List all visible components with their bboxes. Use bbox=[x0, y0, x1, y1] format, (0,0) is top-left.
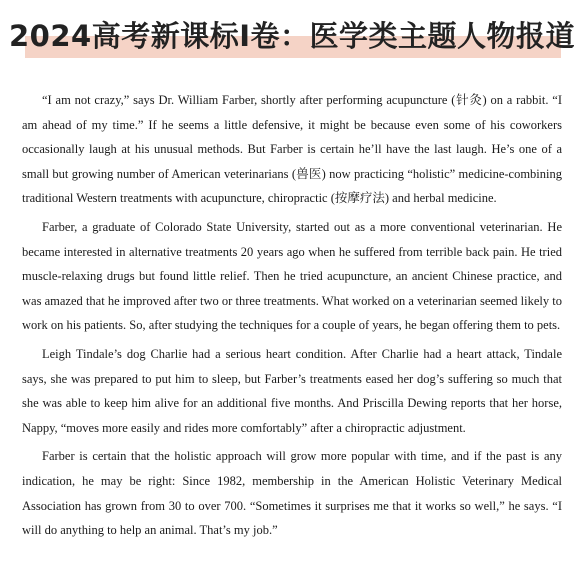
article-body bbox=[22, 88, 562, 547]
article-paragraph-1: “I am not crazy,” says Dr. William Farber, shortly after performing acupuncture (针灸) on a rabbit. “I am ahead of my time.” If he seems a little defensive, it might be because even some of his coworkers occasionally laugh at his unusual methods. But Farber is certain he’ll have the last laugh. He’s one of a small but growing number of American veterinarians (兽医) now practicing “holistic” medicine-combining traditional Western treatments with acupuncture, chiropractic (按摩疗法) and herbal medicine. bbox=[22, 93, 562, 206]
article-paragraph-4: Farber is certain that the holistic approach will grow more popular with time, and if the past is any indication, he may be right: Since 1982, membership in the American Holistic Veterinary Medical Association has grown from 30 to over 700. “Sometimes it surprises me that it works so well,” he says. “I will do anything to help an animal. That’s my job.” bbox=[22, 449, 562, 538]
article-paragraph-3: Leigh Tindale’s dog Charlie had a serious heart condition. After Charlie had a heart attack, Tindale says, she was prepared to put him to sleep, but Farber’s treatments eased her dog’s suffering so much that she was able to keep him alive for an additional five months. And Priscilla Dewing reports that her horse, Nappy, “moves more easily and rides more comfortably” after a chiropractic adjustment. bbox=[22, 346, 562, 435]
page-title: 2024高考新课标I卷：医学类主题人物报道 bbox=[8, 19, 575, 53]
title-block bbox=[0, 6, 584, 66]
article-paragraph-2: Farber, a graduate of Colorado State University, started out as a more conventional veterinarian. He became interested in alternative treatments 20 years ago when he suffered from terrible back pain. He tried muscle-relaxing drugs but found little relief. Then he tried acupuncture, an ancient Chinese practice, and was amazed that he improved after two or three treatments. What worked on a veterinarian seemed likely to work on his patients. So, after studying the techniques for a couple of years, he began offering them to pets. bbox=[22, 219, 562, 333]
